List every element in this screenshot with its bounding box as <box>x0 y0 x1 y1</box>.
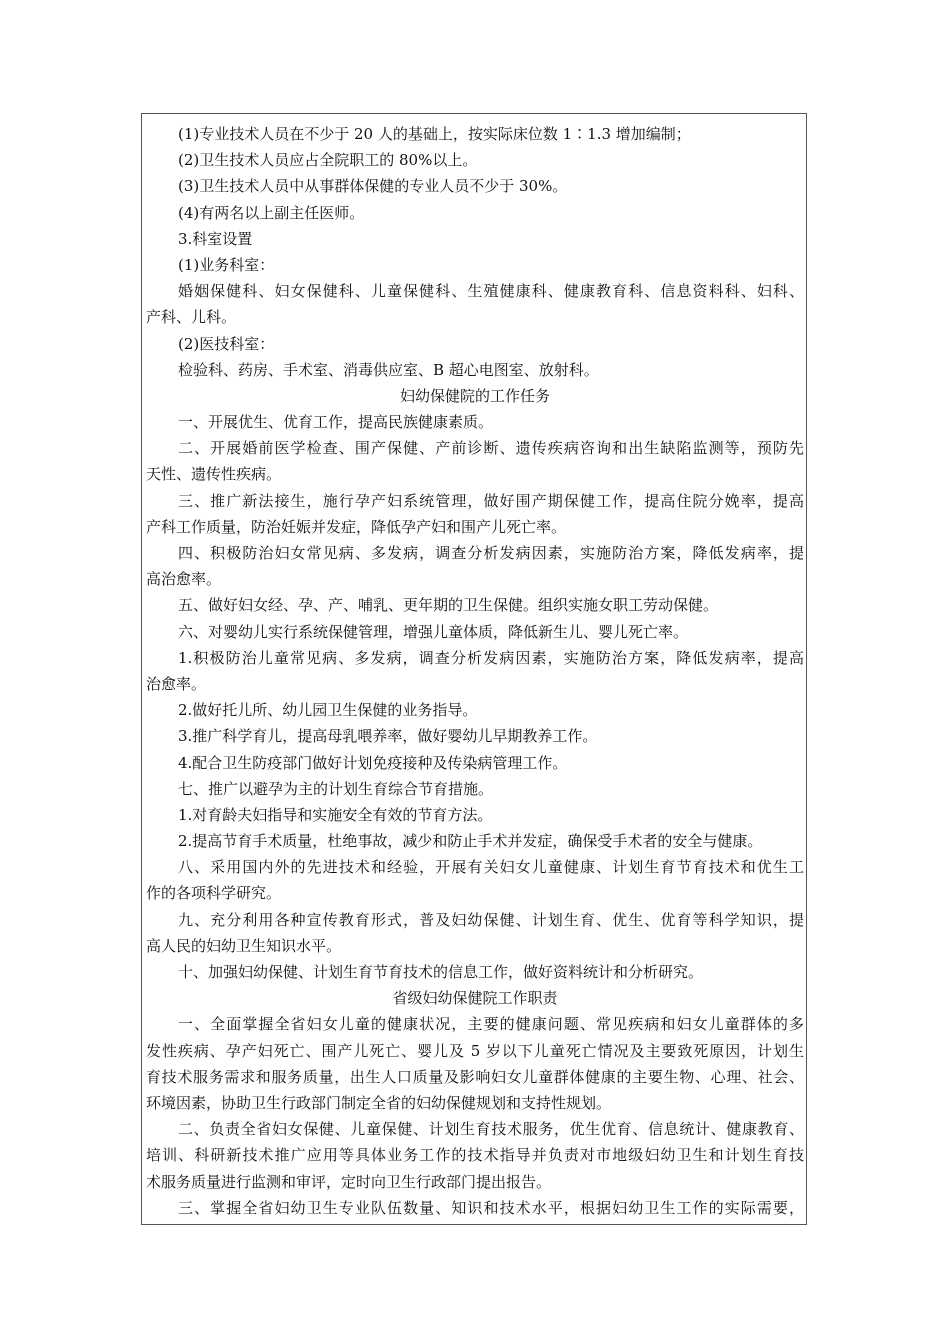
text-line: 术服务质量进行监测和审评，定时向卫生行政部门提出报告。 <box>146 1172 552 1191</box>
section-heading: 省级妇幼保健院工作职责 <box>392 989 558 1008</box>
text-line: 高治愈率。 <box>146 570 222 589</box>
text-line: 3.科室设置 <box>178 229 253 248</box>
text-line: (4)有两名以上副主任医师。 <box>178 203 365 222</box>
text-line: 检验科、药房、手术室、消毒供应室、B 超心电图室、放射科。 <box>178 360 599 379</box>
text-line: 2.做好托儿所、幼儿园卫生保健的业务指导。 <box>178 701 478 720</box>
text-line: 培训、科研新技术推广应用等具体业务工作的技术指导并负责对市地级妇幼卫生和计划生育技 <box>146 1146 804 1165</box>
text-line: 五、做好妇女经、孕、产、哺乳、更年期的卫生保健。组织实施女职工劳动保健。 <box>178 596 719 615</box>
text-line: 育技术服务需求和服务质量，出生人口质量及影响妇女儿童群体健康的主要生物、心理、社会、 <box>146 1067 804 1086</box>
text-line: 4.配合卫生防疫部门做好计划免疫接种及传染病管理工作。 <box>178 753 568 772</box>
text-line: 八、采用国内外的先进技术和经验，开展有关妇女儿童健康、计划生育节育技术和优生工 <box>178 858 804 877</box>
text-line: 治愈率。 <box>146 674 207 693</box>
text-line: 三、推广新法接生，施行孕产妇系统管理，做好围产期保健工作，提高住院分娩率，提高 <box>178 491 804 510</box>
text-line: 三、掌握全省妇幼卫生专业队伍数量、知识和技术水平，根据妇幼卫生工作的实际需要， <box>178 1198 804 1217</box>
text-line: 一、全面掌握全省妇女儿童的健康状况，主要的健康问题、常见疾病和妇女儿童群体的多 <box>178 1015 804 1034</box>
text-line: 产科工作质量，防治妊娠并发症，降低孕产妇和围产儿死亡率。 <box>146 517 567 536</box>
text-line: 发性疾病、孕产妇死亡、围产儿死亡、婴儿及 5 岁以下儿童死亡情况及主要致死原因，计划生 <box>146 1041 804 1060</box>
document-body <box>146 121 804 1221</box>
text-line: 七、推广以避孕为主的计划生育综合节育措施。 <box>178 779 494 798</box>
text-line: (1)业务科室： <box>178 255 275 274</box>
text-line: 2.提高节育手术质量，杜绝事故，减少和防止手术并发症，确保受手术者的安全与健康。 <box>178 832 763 851</box>
text-line: 二、开展婚前医学检查、围产保健、产前诊断、遗传疾病咨询和出生缺陷监测等，预防先 <box>178 439 804 458</box>
text-line: (2)卫生技术人员应占全院职工的 80%以上。 <box>178 151 478 170</box>
text-line: (3)卫生技术人员中从事群体保健的专业人员不少于 30%。 <box>178 177 568 196</box>
text-line: 六、对婴幼儿实行系统保健管理，增强儿童体质，降低新生儿、婴儿死亡率。 <box>178 622 689 641</box>
text-line: 二、负责全省妇女保健、儿童保健、计划生育技术服务，优生优育、信息统计、健康教育、 <box>178 1120 804 1139</box>
text-line: 环境因素，协助卫生行政部门制定全省的妇幼保健规划和支持性规划。 <box>146 1093 612 1112</box>
text-line: 一、开展优生、优育工作，提高民族健康素质。 <box>178 413 494 432</box>
text-line: 作的各项科学研究。 <box>146 884 282 903</box>
text-line: 1.积极防治儿童常见病、多发病，调查分析发病因素，实施防治方案，降低发病率，提高 <box>178 648 804 667</box>
text-line: 婚姻保健科、妇女保健科、儿童保健科、生殖健康科、健康教育科、信息资料科、妇科、 <box>178 282 804 301</box>
text-line: 产科、儿科。 <box>146 308 237 327</box>
text-line: 天性、遗传性疾病。 <box>146 465 282 484</box>
text-line: 九、充分利用各种宣传教育形式，普及妇幼保健、计划生育、优生、优育等科学知识，提 <box>178 910 804 929</box>
section-heading: 妇幼保健院的工作任务 <box>399 386 550 405</box>
text-line: 十、加强妇幼保健、计划生育节育技术的信息工作，做好资料统计和分析研究。 <box>178 963 704 981</box>
text-line: 四、积极防治妇女常见病、多发病，调查分析发病因素，实施防治方案，降低发病率，提 <box>178 544 804 562</box>
text-line: (1)专业技术人员在不少于 20 人的基础上，按实际床位数 1∶1.3 增加编制； <box>178 125 691 143</box>
text-line: (2)医技科室： <box>178 334 275 353</box>
text-line: 1.对育龄夫妇指导和实施安全有效的节育方法。 <box>178 805 493 824</box>
text-line: 高人民的妇幼卫生知识水平。 <box>146 936 342 955</box>
text-line: 3.推广科学育儿，提高母乳喂养率，做好婴幼儿早期教养工作。 <box>178 727 598 746</box>
